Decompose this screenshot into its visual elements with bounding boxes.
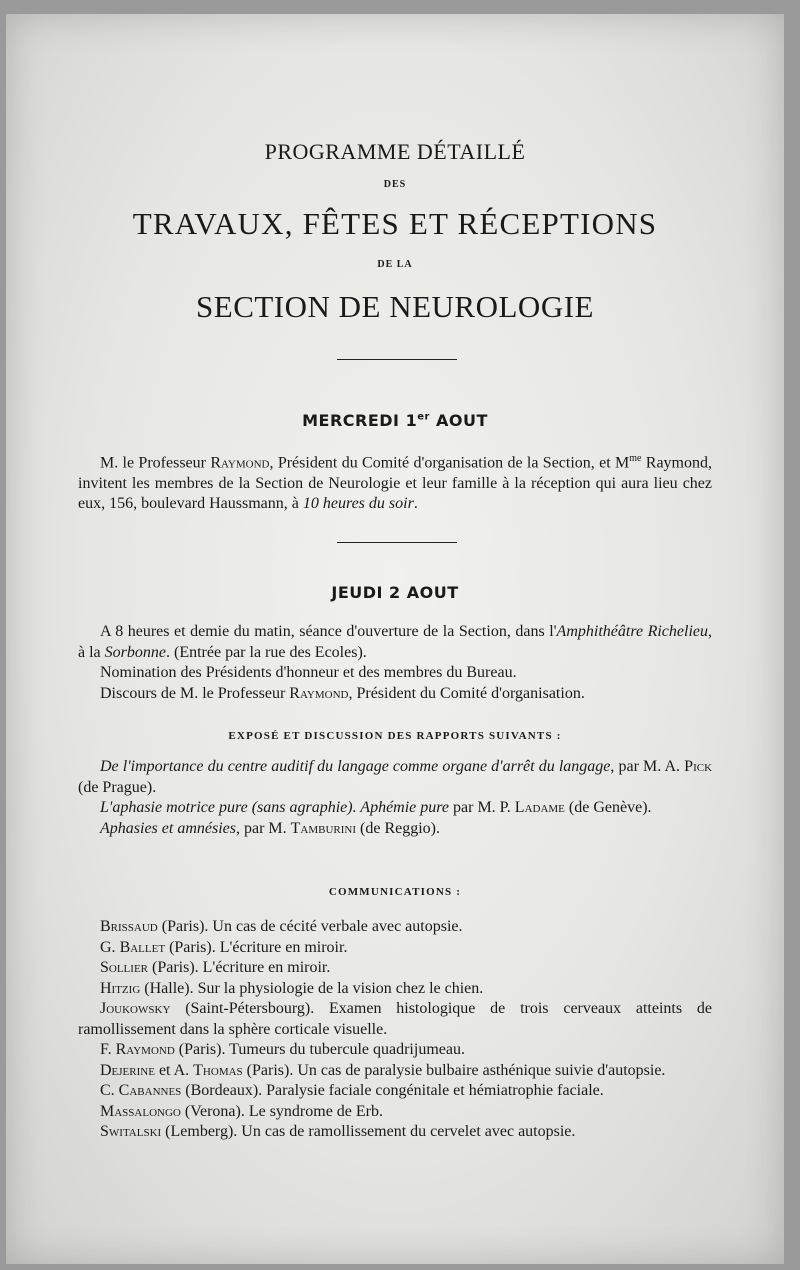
reports-list [78, 757, 712, 839]
communication-item: F. Raymond (Paris). Tumeurs du tubercule quadrijumeau. [100, 1041, 465, 1058]
author-name: Ballet [119, 938, 166, 956]
section-title: SECTION DE NEUROLOGIE [196, 289, 594, 324]
report-item: De l'importance du centre auditif du langage comme organe d'arrêt du langage, par M. A. Pick (de Prague). [78, 758, 713, 796]
author-name: Dejerine [100, 1061, 155, 1079]
author-name: Ladame [514, 799, 565, 816]
communication-item: Dejerine et A. Thomas (Paris). Un cas de paralysie bulbaire asthénique suivie d'autopsie. [100, 1061, 666, 1079]
author-name: Massalongo [100, 1102, 181, 1120]
communication-item: Massalongo (Verona). Le syndrome de Erb. [100, 1102, 384, 1120]
reports-heading: EXPOSÉ ET DISCUSSION DES RAPPORTS SUIVANTS : [228, 730, 562, 742]
author-name: Pick [684, 758, 713, 775]
programme-title: PROGRAMME DÉTAILLÉ [264, 139, 526, 164]
communication-item: Joukowsky (Saint-Pétersbourg). Examen histologique de trois cerveaux atteints de ramollissement dans la sphère corticale visuelle. [78, 1000, 712, 1038]
author-name: Raymond [115, 1041, 175, 1058]
author-name: Thomas [193, 1061, 243, 1079]
communications-list [78, 917, 712, 1143]
author-name: Cabannes [118, 1082, 182, 1099]
communications-heading: COMMUNICATIONS : [328, 886, 462, 898]
communication-item: C. Cabannes (Bordeaux). Paralysie faciale congénitale et hémiatrophie faciale. [100, 1082, 604, 1099]
author-name: Joukowsky [100, 1000, 171, 1017]
de-la-label: DE LA [377, 259, 413, 270]
day2-opening: A 8 heures et demie du matin, séance d'ouverture de la Section, dans l'Amphithéâtre Richelieu, à la Sorbonne. (Entrée par la rue des Ecoles). Nomination des Présidents d'honneur et des membres du Bureau. Discours de M. le Professeur Raymond, Président du Comité d'organisation. [78, 623, 712, 702]
author-name: Tamburini [290, 819, 357, 837]
report-item: L'aphasie motrice pure (sans agraphie). Aphémie pure par M. P. Ladame (de Genève). [100, 799, 652, 816]
author-name: Brissaud [100, 918, 158, 935]
divider-rule [337, 359, 457, 360]
day1-paragraph: M. le Professeur Raymond, Président du Comité d'organisation de la Section, et $M^{me}$ Raymond, invitent les membres de la Section de Neurologie et leur famille à la réception qui aura lieu chez eux, 156, boulevard Haussmann, à 10 heures du soir. [78, 453, 713, 513]
author-name: Raymond [210, 454, 270, 472]
author-name: Sollier [100, 959, 148, 976]
des-label: DES [383, 179, 407, 190]
day1-heading: MERCREDI 1er AOUT [302, 411, 488, 430]
divider-rule [337, 542, 457, 543]
main-title: TRAVAUX, FÊTES ET RÉCEPTIONS [132, 206, 658, 241]
report-title: L'aphasie motrice pure (sans agraphie). Aphémie pure [100, 799, 450, 816]
day2-heading: JEUDI 2 AOUT [331, 583, 459, 602]
communication-item: Switalski (Lemberg). Un cas de ramollissement du cervelet avec autopsie. [100, 1123, 576, 1140]
communication-item: Brissaud (Paris). Un cas de cécité verbale avec autopsie. [100, 918, 463, 935]
author-name: Hitzig [100, 979, 141, 997]
author-name: Switalski [100, 1123, 162, 1140]
communication-item: Hitzig (Halle). Sur la physiologie de la vision chez le chien. [100, 979, 484, 997]
report-title: Aphasies et amnésies [100, 819, 236, 837]
report-title: De l'importance du centre auditif du langage comme organe d'arrêt du langage [100, 758, 611, 775]
report-item: Aphasies et amnésies, par M. Tamburini (de Reggio). [100, 819, 441, 837]
communication-item: G. Ballet (Paris). L'écriture en miroir. [100, 938, 348, 956]
document-page [6, 14, 784, 1264]
communication-item: Sollier (Paris). L'écriture en miroir. [100, 959, 331, 976]
